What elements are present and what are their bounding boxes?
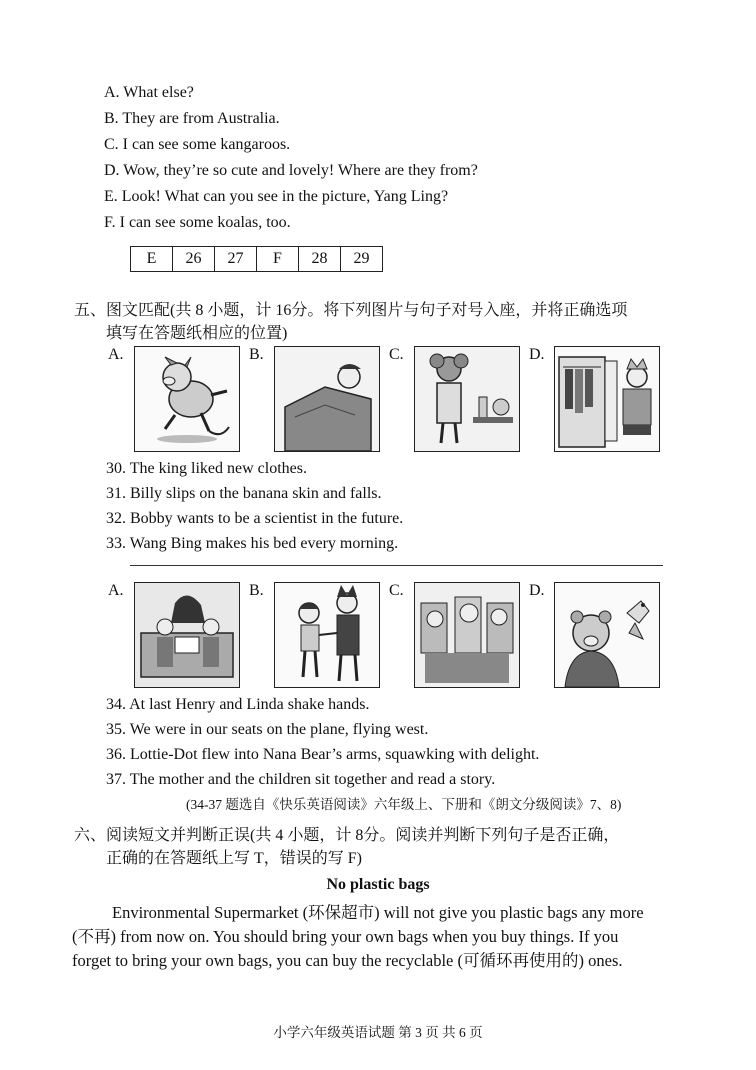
sentence-36: 36. Lottie-Dot flew into Nana Bear’s arms, squawking with delight. xyxy=(106,746,540,763)
picture-label-b: B. xyxy=(249,346,264,363)
page-footer: 小学六年级英语试题 第 3 页 共 6 页 xyxy=(273,1025,483,1040)
sentence-33: 33. Wang Bing makes his bed every morning. xyxy=(106,535,399,552)
passage-line: Environmental Supermarket (环保超市) will not give you plastic bags any more xyxy=(112,903,644,922)
divider-line xyxy=(130,565,663,566)
section5-heading-line2: 填写在答题纸相应的位置) xyxy=(106,325,288,342)
picture-label-a: A. xyxy=(108,582,124,599)
answer-cell: 29 xyxy=(341,247,383,272)
picture-label-c: C. xyxy=(389,346,404,363)
answer-cell: 26 xyxy=(173,247,215,272)
picture-shake-hands xyxy=(274,582,380,688)
picture-bear-bird xyxy=(554,582,660,688)
option-c: C. I can see some kangaroos. xyxy=(104,136,291,153)
option-a: A. What else? xyxy=(104,84,194,101)
sentence-34: 34. At last Henry and Linda shake hands. xyxy=(106,696,370,713)
answer-cell: F xyxy=(257,247,299,272)
picture-family-reading xyxy=(134,582,240,688)
picture-label-d: D. xyxy=(529,582,545,599)
sentence-31: 31. Billy slips on the banana skin and falls. xyxy=(106,485,382,502)
answer-cell: 27 xyxy=(215,247,257,272)
picture-mouse-scientist xyxy=(414,346,520,452)
source-note: (34-37 题选自《快乐英语阅读》六年级上、下册和《朗文分级阅读》7、8) xyxy=(186,797,622,812)
sentence-32: 32. Bobby wants to be a scientist in the future. xyxy=(106,510,404,527)
passage-line: (不再) from now on. You should bring your own bags when you buy things. If you xyxy=(72,927,619,946)
section6-heading-line2: 正确的在答题纸上写 T，错误的写 F) xyxy=(106,850,363,867)
picture-plane-seats xyxy=(414,582,520,688)
picture-label-a: A. xyxy=(108,346,124,363)
passage-line: forget to bring your own bags, you can buy the recyclable (可循环再使用的) ones. xyxy=(72,951,623,970)
picture-label-b: B. xyxy=(249,582,264,599)
answer-cell: E xyxy=(131,247,173,272)
option-d: D. Wow, they’re so cute and lovely! Where are they from? xyxy=(104,162,478,179)
picture-wardrobe xyxy=(554,346,660,452)
picture-king-clothes xyxy=(274,346,380,452)
option-e: E. Look! What can you see in the picture, Yang Ling? xyxy=(104,188,449,205)
section5-heading-line1: 五、图文匹配(共 8 小题，计 16分。将下列图片与句子对号入座，并将正确选项 xyxy=(74,302,628,319)
sentence-35: 35. We were in our seats on the plane, flying west. xyxy=(106,721,429,738)
answer-cell: 28 xyxy=(299,247,341,272)
section6-heading-line1: 六、阅读短文并判断正误(共 4 小题，计 8分。阅读并判断下列句子是否正确， xyxy=(74,827,620,844)
picture-label-d: D. xyxy=(529,346,545,363)
passage-title: No plastic bags xyxy=(326,876,430,893)
picture-pig-slipping xyxy=(134,346,240,452)
answer-table xyxy=(130,246,383,272)
picture-label-c: C. xyxy=(389,582,404,599)
option-b: B. They are from Australia. xyxy=(104,110,280,127)
sentence-37: 37. The mother and the children sit together and read a story. xyxy=(106,771,496,788)
sentence-30: 30. The king liked new clothes. xyxy=(106,460,307,477)
option-f: F. I can see some koalas, too. xyxy=(104,214,291,231)
